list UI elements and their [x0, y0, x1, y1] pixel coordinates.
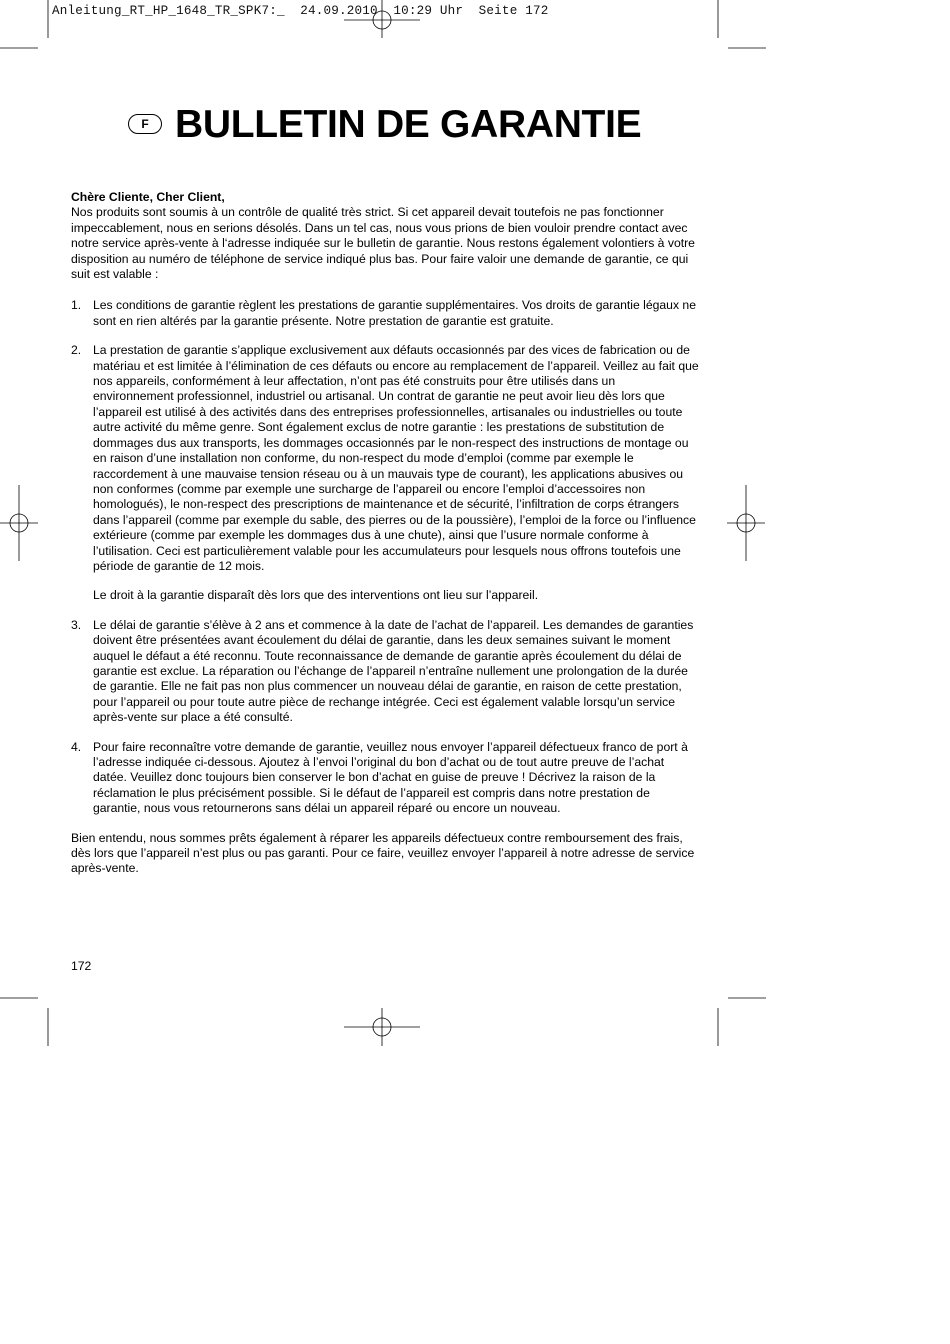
- list-item-text: Le droit à la garantie disparaît dès lors que des interventions ont lieu sur l’appareil.: [93, 588, 539, 603]
- list-item: [71, 298, 699, 329]
- list-item-number: 3.: [71, 617, 82, 632]
- registration-mark-right: [727, 485, 765, 561]
- list-item: [71, 740, 699, 817]
- page-title: BULLETIN DE GARANTIE: [175, 102, 642, 146]
- closing-paragraph: Bien entendu, nous sommes prêts également à réparer les appareils défectueux contre remboursement des frais, dès lors que l’appareil n’est plus ou pas garanti. Pour ce faire, veuillez envoyer l’appareil à notre adresse de service après-vente.: [71, 830, 695, 876]
- list-item-number: 2.: [71, 343, 82, 358]
- list-item: [71, 618, 699, 726]
- list-item-number: 1.: [71, 298, 82, 313]
- list-item-text: Pour faire reconnaître votre demande de garantie, veuillez nous envoyer l’appareil défectueux franco de port à l’adresse indiquée ci-dessous. Ajoutez à l’envoi l’original du bon d’achat ou de tout autre preuve de l’achat datée. Veuillez donc toujours bien conserver le bon d’achat en guise de preuve ! Décrivez la raison de la réclamation le plus précisément possible. Si le défaut de l’appareil est compris dans notre prestation de garantie, nous vous retournerons sans délai un appareil réparé ou encore un nouveau.: [93, 739, 688, 816]
- list-item-text: Les conditions de garantie règlent les prestations de garantie supplémentaires. Vos droits de garantie légaux ne sont en rien altérés par la garantie présente. Notre prestation de garantie est gratuite.: [93, 298, 696, 328]
- list-item: [71, 343, 699, 604]
- registration-mark-top: [344, 0, 420, 38]
- salutation: Chère Cliente, Cher Client,: [71, 190, 225, 204]
- print-slug-line: Anleitung_RT_HP_1648_TR_SPK7:_ 24.09.2010 10:29 Uhr Seite 172: [52, 4, 549, 18]
- title-row: [128, 98, 641, 150]
- list-item-text: Le délai de garantie s’élève à 2 ans et commence à la date de l’achat de l’appareil. Les demandes de garanties doivent être présentées avant écoulement du délai de garantie, dans les deux semaines suivant le moment auquel le défaut a été reconnu. Toute reconnaissance de demande de garantie après écoulement du délai de garantie est exclue. La réparation ou l’échange de l’appareil n’entraîne nullement une prolongation de la durée de garantie. Elle ne fait pas non plus commencer un nouveau délai de garantie, en raison de cette prestation, pour l’appareil ou pour toute autre pièce de rechange intégrée. Ceci est également valable lorsqu’un service après-vente sur place a été consulté.: [93, 617, 694, 725]
- list-item-text: La prestation de garantie s’applique exclusivement aux défauts occasionnés par des vices de fabrication ou de matériau et est limitée à l’élimination de ces défauts ou encore au remplacement de l’appareil. Veillez au fait que nos appareils, conformément à leur affectation, n’ont pas été construits pour être utilisés dans un environnement professionnel, industriel ou artisanal. Un contrat de garantie ne peut avoir lieu dès lors que l’appareil est utilisé à des activités dans des entreprises professionnelles, artisanales ou industrielles ou toute autre activité du même genre. Sont également exclus de notre garantie : les prestations de substitution de dommages dus aux transports, les dommages occasionnés par le non-respect des instructions de montage ou en raison d’une installation non conforme, du non-respect du mode d’emploi (comme par exemple le raccordement à une mauvaise tension réseau ou à un mauvais type de courant), les applications abusives ou non conformes (comme par exemple une surcharge de l’appareil ou encore l’emploi d’accessoires non homologués), le non-respect des prescriptions de maintenance et de sécurité, l’infiltration de corps étrangers dans l’appareil (comme par exemple du sable, des pierres ou de la poussière), l’emploi de la force ou l’influence extérieure (comme par exemple les dommages dus à une chute), ainsi que l’usure normale conforme à l’utilisation. Ceci est particulièrement valable pour les accumulateurs pour lesquels nous offrons toutefois une période de garantie de 12 mois.: [93, 343, 699, 573]
- registration-mark-left: [0, 485, 38, 561]
- page-number: 172: [71, 959, 92, 973]
- registration-mark-bottom: [344, 1008, 420, 1046]
- warranty-text: [71, 190, 699, 877]
- language-badge: F: [128, 114, 162, 134]
- intro-paragraph: Nos produits sont soumis à un contrôle de qualité très strict. Si cet appareil devait toutefois ne pas fonctionner impeccablement, nous en serions désolés. Dans un tel cas, nous vous prions de bien vouloir prendre contact avec notre service après-vente à l‘adresse indiquée sur le bulletin de garantie. Nous restons également volontiers à votre disposition au numéro de téléphone de service indiqué plus bas. Pour faire valoir une demande de garantie, ce qui suit est valable :: [71, 205, 695, 282]
- list-item-number: 4.: [71, 739, 82, 754]
